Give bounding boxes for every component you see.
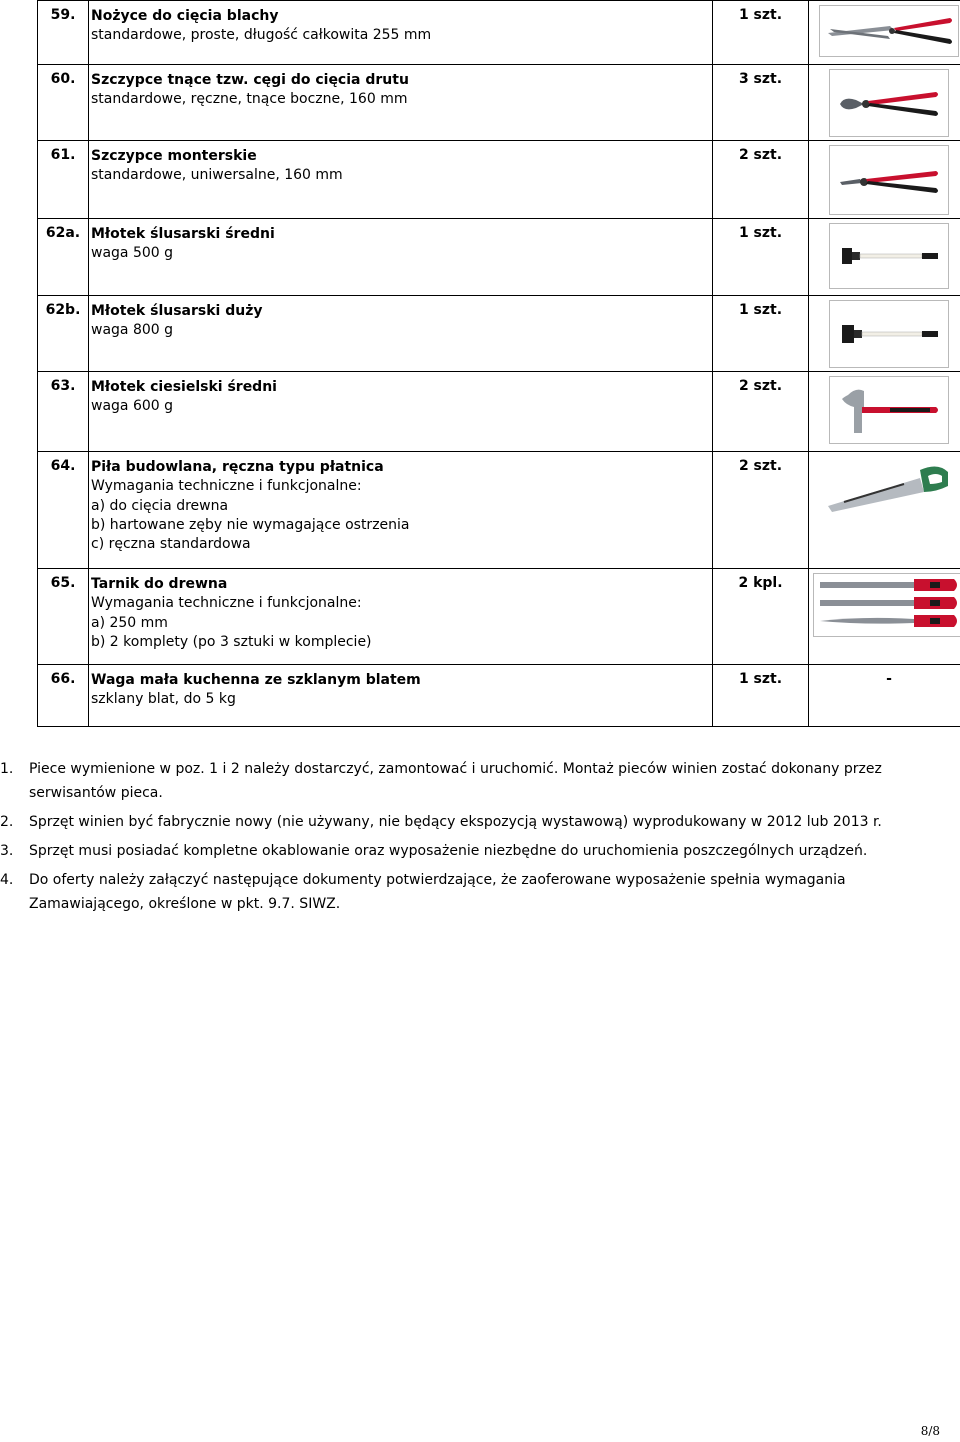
item-number: 60. xyxy=(38,65,89,141)
item-number: 61. xyxy=(38,141,89,219)
item-title: Szczypce tnące tzw. cęgi do cięcia drutu xyxy=(91,72,409,88)
item-quantity: 1 szt. xyxy=(713,219,809,296)
item-quantity: 1 szt. xyxy=(713,296,809,372)
item-number: 62a. xyxy=(38,219,89,296)
item-spec: a) 250 mm xyxy=(91,614,168,631)
table-row xyxy=(38,665,960,727)
note-item xyxy=(0,839,960,863)
table-row xyxy=(38,569,960,665)
note-text: Sprzęt winien być fabrycznie nowy (nie używany, nie będący ekspozycją wystawową) wyprodukowany w 2012 lub 2013 r. xyxy=(29,814,882,830)
tin-snips-icon xyxy=(819,5,959,57)
item-number: 64. xyxy=(38,452,89,569)
item-title: Młotek ślusarski duży xyxy=(91,303,263,319)
item-number: 62b. xyxy=(38,296,89,372)
item-spec: standardowe, ręczne, tnące boczne, 160 mm xyxy=(91,91,408,108)
item-image-cell xyxy=(809,296,960,372)
item-quantity: 2 szt. xyxy=(713,372,809,452)
note-item xyxy=(0,810,960,834)
note-text: Do oferty należy załączyć następujące dokumenty potwierdzające, że zaoferowane wyposażenie spełnia wymagania Zamawiającego, określone w pkt. 9.7. SIWZ. xyxy=(29,872,846,912)
item-quantity: 1 szt. xyxy=(713,665,809,727)
page-number: 8/8 xyxy=(920,1424,940,1438)
item-quantity: 2 szt. xyxy=(713,141,809,219)
item-spec: szklany blat, do 5 kg xyxy=(91,691,236,708)
item-spec: Wymagania techniczne i funkcjonalne: xyxy=(91,595,362,612)
table-row xyxy=(38,372,960,452)
item-image-cell xyxy=(809,569,960,665)
item-spec: Wymagania techniczne i funkcjonalne: xyxy=(91,478,362,495)
machinist-hammer-large-icon xyxy=(829,300,949,368)
item-number: 63. xyxy=(38,372,89,452)
item-title: Młotek ciesielski średni xyxy=(91,379,277,395)
note-text: Sprzęt musi posiadać kompletne okablowanie oraz wyposażenie niezbędne do uruchomienia poszczególnych urządzeń. xyxy=(29,843,868,859)
item-image-cell xyxy=(809,219,960,296)
item-spec: c) ręczna standardowa xyxy=(91,536,251,553)
table-row xyxy=(38,219,960,296)
table-row xyxy=(38,141,960,219)
item-description xyxy=(89,296,713,372)
item-description xyxy=(89,141,713,219)
table-row xyxy=(38,1,960,65)
item-spec: standardowe, uniwersalne, 160 mm xyxy=(91,167,343,184)
claw-hammer-icon xyxy=(829,376,949,444)
item-description xyxy=(89,569,713,665)
item-description xyxy=(89,665,713,727)
item-image-cell xyxy=(809,1,960,65)
note-item xyxy=(0,757,960,805)
item-spec: standardowe, proste, długość całkowita 255 mm xyxy=(91,27,432,44)
item-title: Młotek ślusarski średni xyxy=(91,226,275,242)
item-spec: b) hartowane zęby nie wymagające ostrzenia xyxy=(91,516,410,533)
item-quantity: 2 kpl. xyxy=(713,569,809,665)
note-item xyxy=(0,868,960,916)
item-image-placeholder: - xyxy=(809,665,960,727)
item-description xyxy=(89,1,713,65)
item-title: Nożyce do cięcia blachy xyxy=(91,8,279,24)
item-spec: waga 500 g xyxy=(91,245,174,262)
item-description xyxy=(89,372,713,452)
item-spec: waga 800 g xyxy=(91,322,174,339)
item-quantity: 1 szt. xyxy=(713,1,809,65)
item-number: 59. xyxy=(38,1,89,65)
note-number: 3. xyxy=(0,843,14,859)
item-image-cell xyxy=(809,141,960,219)
item-spec: b) 2 komplety (po 3 sztuki w komplecie) xyxy=(91,633,372,650)
note-number: 2. xyxy=(0,814,14,830)
item-number: 66. xyxy=(38,665,89,727)
machinist-hammer-icon xyxy=(829,223,949,289)
item-number: 65. xyxy=(38,569,89,665)
equipment-table xyxy=(37,0,960,727)
item-spec: waga 600 g xyxy=(91,398,174,415)
item-spec: a) do cięcia drewna xyxy=(91,497,229,514)
wood-rasp-set-icon xyxy=(813,573,960,637)
item-title: Tarnik do drewna xyxy=(91,576,228,592)
combination-pliers-icon xyxy=(829,145,949,215)
item-description xyxy=(89,65,713,141)
item-quantity: 2 szt. xyxy=(713,452,809,569)
note-text: Piece wymienione w poz. 1 i 2 należy dostarczyć, zamontować i uruchomić. Montaż pieców winien zostać dokonany przez serwisantów pieca. xyxy=(29,761,882,801)
table-row xyxy=(38,452,960,569)
item-description xyxy=(89,219,713,296)
item-title: Szczypce monterskie xyxy=(91,148,257,164)
item-image-cell xyxy=(809,65,960,141)
table-row xyxy=(38,296,960,372)
item-title: Waga mała kuchenna ze szklanym blatem xyxy=(91,672,421,688)
table-row xyxy=(38,65,960,141)
side-cutting-pliers-icon xyxy=(829,69,949,137)
item-quantity: 3 szt. xyxy=(713,65,809,141)
note-number: 1. xyxy=(0,761,14,777)
notes-list xyxy=(0,757,960,921)
note-number: 4. xyxy=(0,872,14,888)
hand-saw-icon xyxy=(824,456,954,520)
item-image-cell xyxy=(809,452,960,569)
item-description xyxy=(89,452,713,569)
item-title: Piła budowlana, ręczna typu płatnica xyxy=(91,459,384,475)
item-image-cell xyxy=(809,372,960,452)
